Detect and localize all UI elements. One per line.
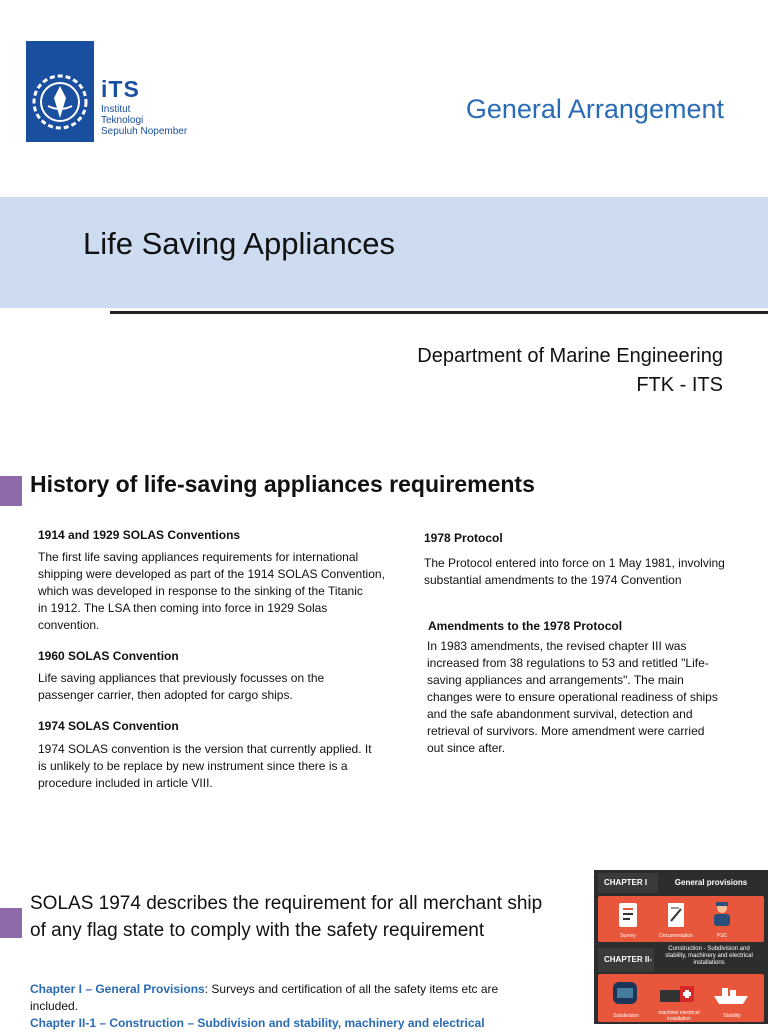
body-line: shipping were developed as part of the 1914 SOLAS Convention, xyxy=(38,567,385,581)
machinery-electrical-icon xyxy=(658,980,698,1006)
body-line: substantial amendments to the 1974 Convention xyxy=(424,573,682,587)
section-body xyxy=(427,638,718,757)
machinery-label: machinel electrical installation xyxy=(658,1010,700,1022)
chapter-2-title-line: Construction - Subdivision and xyxy=(668,946,750,952)
body-line: Life saving appliances that previously focusses on the xyxy=(38,671,325,685)
body-line: procedure included in article VIII. xyxy=(38,776,213,790)
body-line: retrieval of survivors. More amendment were carried xyxy=(427,724,705,738)
logo-abbr: iTS xyxy=(101,76,140,102)
chapter-2-panel xyxy=(598,974,764,1022)
body-line: which was developed in response to the sinking of the Titanic xyxy=(38,584,363,598)
survey-label: Survey xyxy=(620,933,636,939)
section-title: 1914 and 1929 SOLAS Conventions xyxy=(38,528,241,542)
body-line: 1974 SOLAS convention is the version that currently applied. It xyxy=(38,742,372,756)
chapter-1-cont: included. xyxy=(30,999,79,1013)
slide-title: General Arrangement xyxy=(465,94,724,124)
department-block xyxy=(417,342,723,400)
documentation-label: Documentation xyxy=(659,933,693,939)
body-line: saving appliances and arrangements". The main xyxy=(427,673,684,687)
body-line: out since after. xyxy=(427,741,506,755)
department-name: Department of Marine Engineering xyxy=(417,345,723,367)
chapter-2-title xyxy=(654,946,764,967)
section-title: Amendments to the 1978 Protocol xyxy=(428,619,623,633)
section-accent xyxy=(0,476,22,506)
body-line: The first life saving appliances requirements for international xyxy=(38,550,359,564)
body-line: changes were to ensure operational readiness of ships xyxy=(427,690,718,704)
stability-ship-icon xyxy=(712,982,750,1006)
body-line: passenger carrier, then adopted for cargo ships. xyxy=(38,688,293,702)
body-line: In 1983 amendments, the revised chapter III was xyxy=(427,639,687,653)
chapter-2-title-line: installations xyxy=(693,960,725,966)
body-line: and the safe abandonment survival, detection and xyxy=(427,707,693,721)
section-title: 1960 SOLAS Convention xyxy=(38,649,179,663)
survey-icon xyxy=(616,901,640,929)
psc-label: PSC xyxy=(716,933,728,939)
logo-line: Sepuluh Nopember xyxy=(101,126,188,137)
section-body xyxy=(38,549,385,634)
divider xyxy=(110,311,768,314)
solas-infographic xyxy=(594,870,768,1024)
chapter-2-label: Chapter II-1 – Construction – Subdivision and stability, machinery and electrical xyxy=(30,1016,485,1030)
section-accent xyxy=(0,908,22,938)
its-emblem-icon xyxy=(30,72,90,132)
chapter-1-label: Chapter I – General Provisions xyxy=(30,982,205,996)
psc-officer-icon xyxy=(710,900,734,928)
subdivision-icon xyxy=(610,978,640,1008)
faculty-name: FTK - ITS xyxy=(636,374,723,396)
body-line: The Protocol entered into force on 1 May 1981, involving xyxy=(424,556,725,570)
stability-label: Stability xyxy=(723,1013,741,1019)
chapter-1-title: General provisions xyxy=(658,873,764,893)
section-body xyxy=(38,741,372,792)
logo-line: Institut xyxy=(101,104,131,115)
documentation-icon xyxy=(664,901,688,929)
logo-line: Teknologi xyxy=(101,115,144,126)
section-title: 1974 SOLAS Convention xyxy=(38,719,179,733)
section-body xyxy=(38,670,324,704)
solas-statement xyxy=(30,890,590,944)
body-line: in 1912. The LSA then coming into force in 1929 Solas xyxy=(38,601,328,615)
section-title: 1978 Protocol xyxy=(424,531,503,545)
statement-line: of any flag state to comply with the safety requirement xyxy=(30,920,485,941)
body-line: is unlikely to be replace by new instrument since there is a xyxy=(38,759,348,773)
chapter-1-line xyxy=(30,981,498,998)
subdivision-label: Subdivision xyxy=(613,1013,639,1019)
chapter-2-title-line: stability, machinery and electrical xyxy=(665,953,753,959)
section-body xyxy=(424,555,725,589)
chapter-1-text: : Surveys and certification of all the safety items etc are xyxy=(204,982,499,996)
chapter-1-panel xyxy=(598,896,764,942)
statement-line: SOLAS 1974 describes the requirement for all merchant ship xyxy=(30,893,543,914)
presentation-title: Life Saving Appliances xyxy=(83,226,395,261)
body-line: convention. xyxy=(38,618,100,632)
history-heading: History of life-saving appliances requirements xyxy=(30,471,535,497)
chapter-2-tag: CHAPTER II- xyxy=(598,948,654,972)
body-line: increased from 38 regulations to 53 and retitled "Life- xyxy=(427,656,709,670)
chapter-1-tag: CHAPTER I xyxy=(598,873,660,893)
its-logo xyxy=(26,41,94,142)
